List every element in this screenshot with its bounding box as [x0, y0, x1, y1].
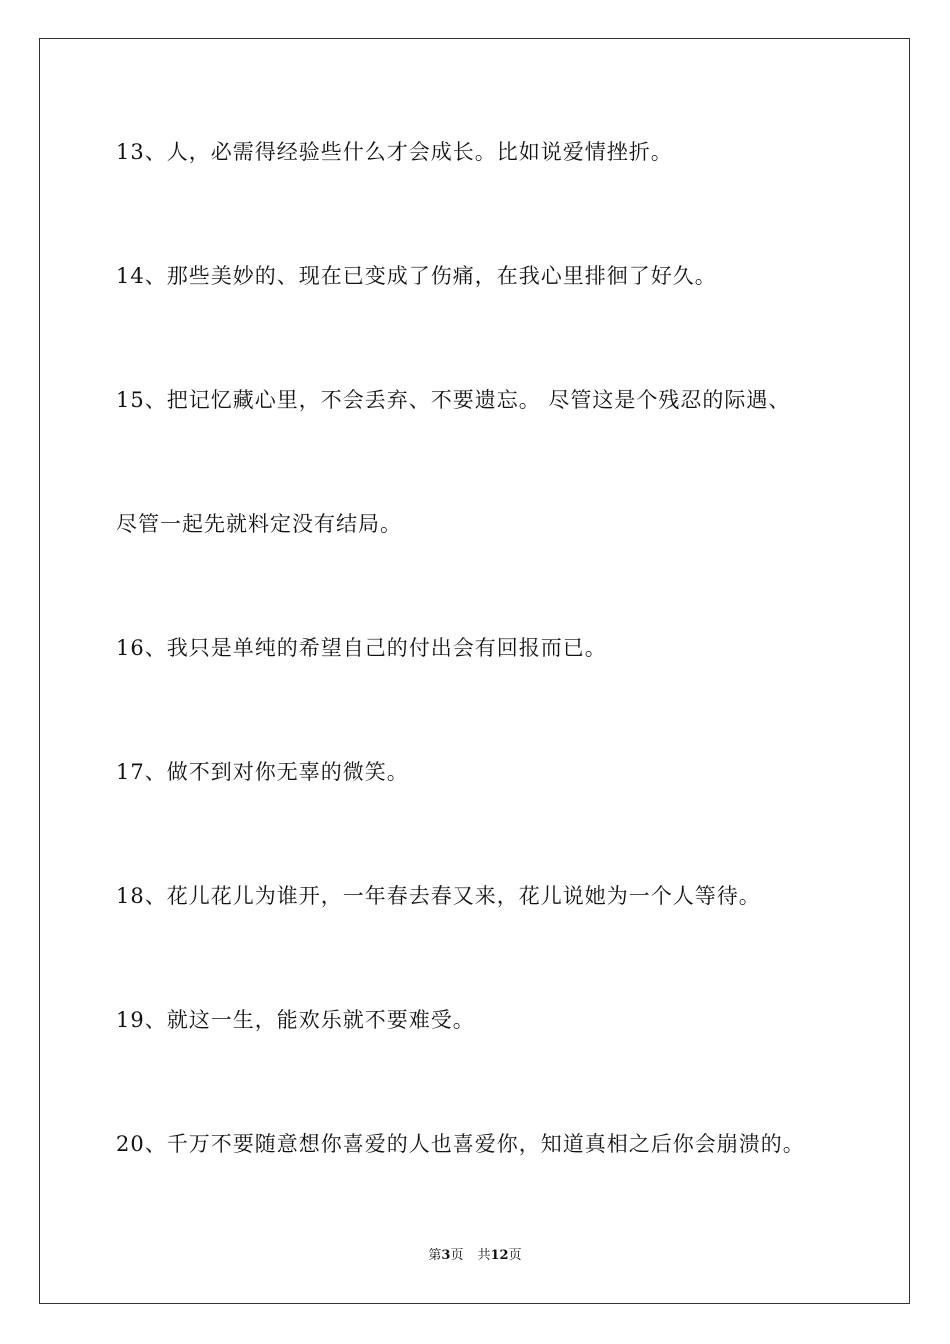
text-line-18: 18、花儿花儿为谁开，一年春去春又来，花儿说她为一个人等待。 [116, 884, 761, 908]
text-line-17: 17、做不到对你无辜的微笑。 [116, 760, 409, 784]
text-line-15-continued: 尽管一起先就料定没有结局。 [116, 512, 402, 536]
page-frame [39, 38, 910, 1304]
footer-page-prefix: 第 [428, 1248, 442, 1263]
text-line-19: 19、就这一生，能欢乐就不要难受。 [116, 1008, 475, 1032]
text-line-15: 15、把记忆藏心里，不会丢弃、不要遗忘。 尽管这是个残忍的际遇、 [116, 388, 791, 412]
page-footer [0, 1247, 950, 1265]
footer-total-suffix: 页 [508, 1248, 522, 1263]
footer-total-pages: 12 [490, 1248, 509, 1263]
footer-total-prefix: 共 [477, 1248, 491, 1263]
text-line-16: 16、我只是单纯的希望自己的付出会有回报而已。 [116, 636, 607, 660]
text-line-14: 14、那些美妙的、现在已变成了伤痛，在我心里排徊了好久。 [116, 264, 717, 288]
text-line-13: 13、人，必需得经验些什么才会成长。比如说爱情挫折。 [116, 140, 673, 164]
text-line-20: 20、千万不要随意想你喜爱的人也喜爱你，知道真相之后你会崩溃的。 [116, 1132, 805, 1156]
footer-page-suffix: 页 [450, 1248, 464, 1263]
footer-page-number: 3 [441, 1248, 451, 1263]
